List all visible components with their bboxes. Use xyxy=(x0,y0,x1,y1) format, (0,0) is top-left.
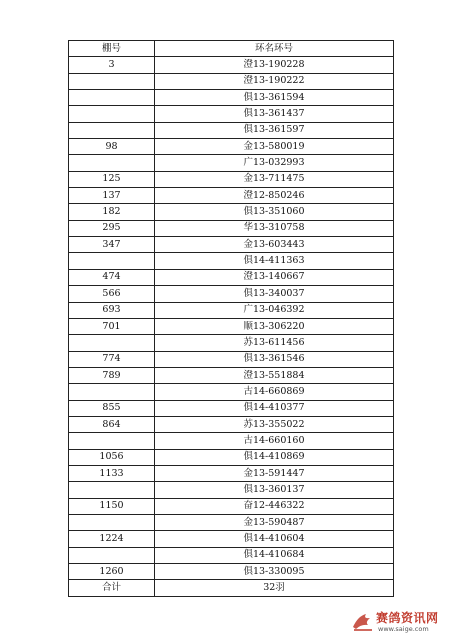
table-row xyxy=(69,57,394,73)
loft-number-cell: 1056 xyxy=(69,449,155,465)
loft-number-cell xyxy=(69,90,155,106)
loft-number-cell: 125 xyxy=(69,171,155,187)
header-ring-number: 环名环号 xyxy=(155,41,394,57)
ring-number-cell: 华13-310758 xyxy=(155,220,394,236)
total-label: 合计 xyxy=(69,580,155,596)
table-row xyxy=(69,171,394,187)
ring-number-cell: 澄13-140667 xyxy=(155,269,394,285)
table-row xyxy=(69,498,394,514)
ring-number-cell: 金13-711475 xyxy=(155,171,394,187)
ring-number-cell: 俱13-340037 xyxy=(155,286,394,302)
loft-number-cell xyxy=(69,122,155,138)
loft-number-cell: 182 xyxy=(69,204,155,220)
table-row xyxy=(69,286,394,302)
table-row xyxy=(69,253,394,269)
loft-number-cell: 1260 xyxy=(69,564,155,580)
loft-number-cell xyxy=(69,514,155,530)
ring-number-cell: 俱13-330095 xyxy=(155,564,394,580)
total-row xyxy=(69,580,394,596)
loft-number-cell xyxy=(69,384,155,400)
table-row xyxy=(69,384,394,400)
watermark-url: www.saige.com xyxy=(378,625,429,633)
table-row xyxy=(69,73,394,89)
loft-number-cell xyxy=(69,482,155,498)
ring-number-cell: 澄12-850246 xyxy=(155,188,394,204)
watermark-text: 赛鸽资讯网 xyxy=(376,611,439,625)
table-header-row xyxy=(69,41,394,57)
loft-number-cell xyxy=(69,335,155,351)
table-row xyxy=(69,204,394,220)
loft-number-cell: 693 xyxy=(69,302,155,318)
table-row xyxy=(69,302,394,318)
table-row xyxy=(69,514,394,530)
ring-number-cell: 俱14-410604 xyxy=(155,531,394,547)
header-loft-number: 棚号 xyxy=(69,41,155,57)
ring-number-cell: 俱14-410869 xyxy=(155,449,394,465)
watermark-logo xyxy=(350,608,450,636)
ring-number-cell: 金13-590487 xyxy=(155,514,394,530)
table-row xyxy=(69,351,394,367)
table-row xyxy=(69,220,394,236)
ring-number-cell: 俱13-361597 xyxy=(155,122,394,138)
ring-number-cell: 俱13-361546 xyxy=(155,351,394,367)
loft-number-cell: 3 xyxy=(69,57,155,73)
table-row xyxy=(69,237,394,253)
ring-number-cell: 苏13-355022 xyxy=(155,416,394,432)
table-row xyxy=(69,547,394,563)
table-row xyxy=(69,90,394,106)
ring-number-cell: 俱13-351060 xyxy=(155,204,394,220)
table-row xyxy=(69,269,394,285)
table-row xyxy=(69,122,394,138)
ring-number-cell: 金13-580019 xyxy=(155,139,394,155)
loft-number-cell: 774 xyxy=(69,351,155,367)
ring-number-cell: 广13-032993 xyxy=(155,155,394,171)
table-row xyxy=(69,433,394,449)
loft-number-cell: 1150 xyxy=(69,498,155,514)
ring-number-cell: 古14-660160 xyxy=(155,433,394,449)
table-row xyxy=(69,531,394,547)
ring-number-cell: 奋12-446322 xyxy=(155,498,394,514)
ring-number-cell: 澄13-190222 xyxy=(155,73,394,89)
ring-number-cell: 俱14-410377 xyxy=(155,400,394,416)
table-row xyxy=(69,335,394,351)
ring-number-cell: 澄13-551884 xyxy=(155,367,394,383)
loft-number-cell xyxy=(69,73,155,89)
table-row xyxy=(69,155,394,171)
ring-number-cell: 俱14-410684 xyxy=(155,547,394,563)
loft-number-cell: 789 xyxy=(69,367,155,383)
table-row xyxy=(69,449,394,465)
ring-number-cell: 澄13-190228 xyxy=(155,57,394,73)
table-row xyxy=(69,482,394,498)
loft-number-cell: 566 xyxy=(69,286,155,302)
table-row xyxy=(69,367,394,383)
table-row xyxy=(69,318,394,334)
ring-number-cell: 金13-591447 xyxy=(155,465,394,481)
loft-number-cell: 137 xyxy=(69,188,155,204)
loft-number-cell xyxy=(69,155,155,171)
loft-number-cell xyxy=(69,253,155,269)
ring-number-cell: 俱14-411363 xyxy=(155,253,394,269)
ring-number-table xyxy=(68,40,394,597)
table-row xyxy=(69,188,394,204)
loft-number-cell xyxy=(69,547,155,563)
table-row xyxy=(69,564,394,580)
loft-number-cell: 1133 xyxy=(69,465,155,481)
loft-number-cell: 347 xyxy=(69,237,155,253)
total-value: 32羽 xyxy=(155,580,394,596)
table-row xyxy=(69,416,394,432)
table-row xyxy=(69,139,394,155)
ring-number-cell: 古14-660869 xyxy=(155,384,394,400)
ring-number-cell: 顺13-306220 xyxy=(155,318,394,334)
loft-number-cell: 864 xyxy=(69,416,155,432)
ring-number-cell: 俱13-360137 xyxy=(155,482,394,498)
loft-number-cell: 474 xyxy=(69,269,155,285)
pigeon-logo-icon xyxy=(350,608,376,634)
loft-number-cell: 295 xyxy=(69,220,155,236)
table-row xyxy=(69,465,394,481)
loft-number-cell xyxy=(69,106,155,122)
ring-number-cell: 金13-603443 xyxy=(155,237,394,253)
ring-number-cell: 俱13-361437 xyxy=(155,106,394,122)
ring-number-cell: 广13-046392 xyxy=(155,302,394,318)
loft-number-cell xyxy=(69,433,155,449)
loft-number-cell: 855 xyxy=(69,400,155,416)
ring-number-cell: 苏13-611456 xyxy=(155,335,394,351)
loft-number-cell: 98 xyxy=(69,139,155,155)
loft-number-cell: 1224 xyxy=(69,531,155,547)
table-row xyxy=(69,400,394,416)
ring-number-cell: 俱13-361594 xyxy=(155,90,394,106)
loft-number-cell: 701 xyxy=(69,318,155,334)
table-row xyxy=(69,106,394,122)
